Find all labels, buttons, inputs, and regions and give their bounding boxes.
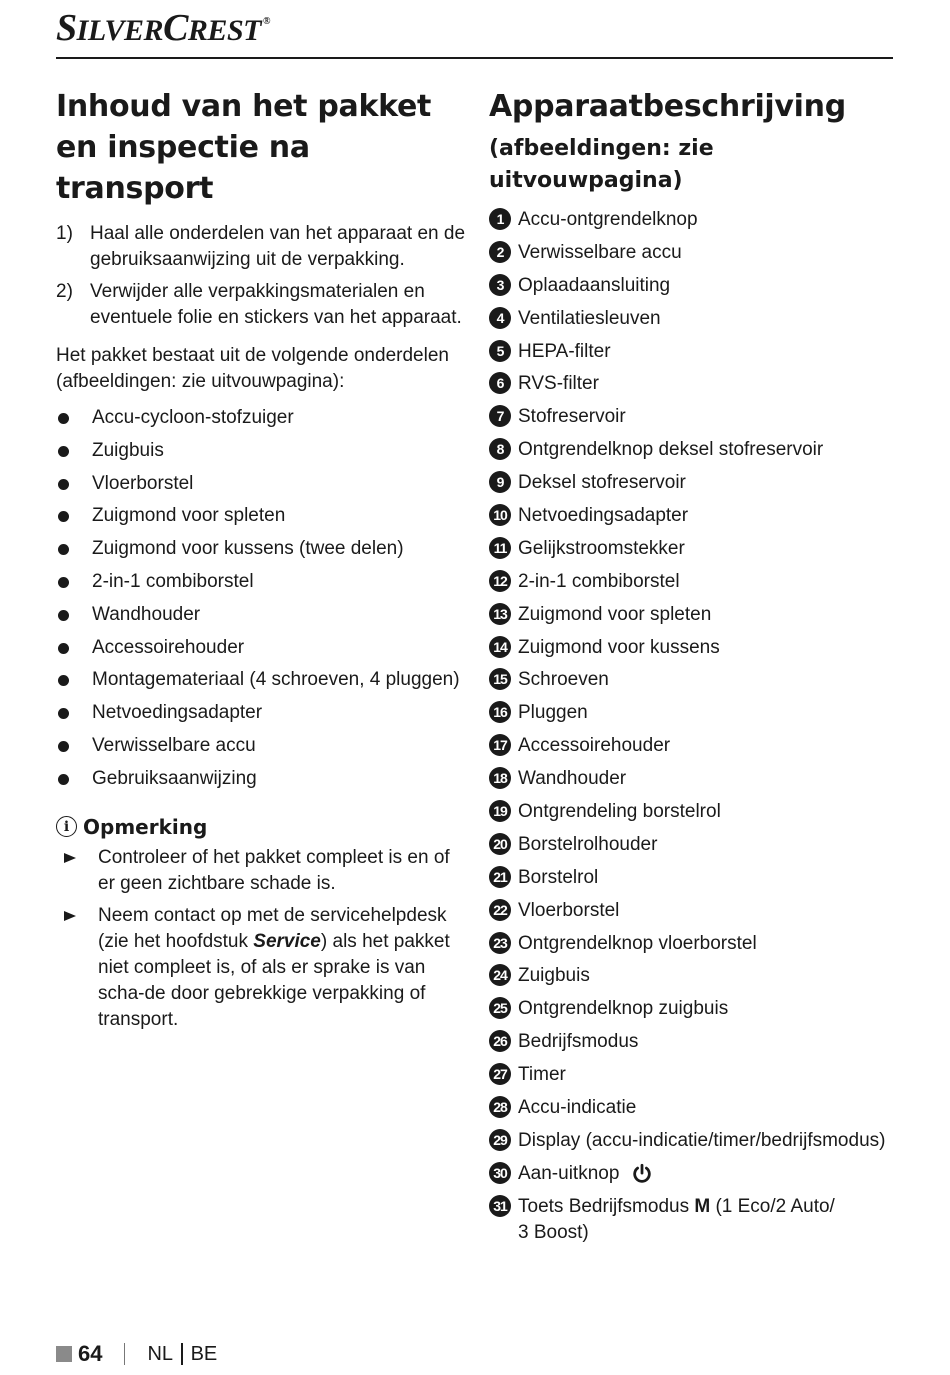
- part-item: 20 Borstelrolhouder: [489, 832, 899, 865]
- number-badge: 30: [489, 1162, 511, 1184]
- number-badge: 1: [489, 208, 511, 230]
- arrow-icon: [64, 853, 76, 863]
- part-item: 28 Accu-indicatie: [489, 1095, 899, 1128]
- note-list: [56, 845, 466, 1033]
- contents-item: Zuigmond voor kussens (twee delen): [56, 536, 466, 569]
- number-badge: 6: [489, 372, 511, 394]
- part-item: 11 Gelijkstroomstekker: [489, 536, 899, 569]
- part-item: 9 Deksel stofreservoir: [489, 470, 899, 503]
- part-item: 18 Wandhouder: [489, 766, 899, 799]
- contents-item: Vloerborstel: [56, 471, 466, 504]
- number-badge: 28: [489, 1096, 511, 1118]
- power-icon: [631, 1163, 653, 1185]
- info-icon: i: [56, 816, 77, 837]
- number-badge: 9: [489, 471, 511, 493]
- contents-title: Inhoud van het pakket en inspectie na transport: [56, 89, 432, 206]
- bullet-icon: [58, 577, 69, 588]
- part-item: 5 HEPA-filter: [489, 339, 899, 372]
- part-item-31: 31 Toets Bedrijfsmodus M (1 Eco/2 Auto/ 3 Boost): [489, 1194, 899, 1246]
- part-item: 15 Schroeven: [489, 667, 899, 700]
- contents-intro: Het pakket bestaat uit de volgende onderdelen (afbeeldingen: zie uitvouwpagina):: [56, 345, 449, 392]
- part-item: 27 Timer: [489, 1062, 899, 1095]
- number-badge: 22: [489, 899, 511, 921]
- number-badge: 18: [489, 767, 511, 789]
- number-badge: 2: [489, 241, 511, 263]
- contents-item: Zuigmond voor spleten: [56, 503, 466, 536]
- contents-list: [56, 405, 466, 799]
- left-column: [56, 86, 466, 1039]
- page-footer: [56, 1341, 217, 1367]
- footer-divider: [124, 1343, 125, 1365]
- part-item: 4 Ventilatiesleuven: [489, 306, 899, 339]
- part-item: 23 Ontgrendelknop vloerborstel: [489, 931, 899, 964]
- bullet-icon: [58, 544, 69, 555]
- number-badge: 27: [489, 1063, 511, 1085]
- bullet-icon: [58, 446, 69, 457]
- part-item: 14 Zuigmond voor kussens: [489, 635, 899, 668]
- language-divider: [181, 1343, 183, 1365]
- number-badge: 3: [489, 274, 511, 296]
- contents-item: Accu-cycloon-stofzuiger: [56, 405, 466, 438]
- number-badge: 4: [489, 307, 511, 329]
- number-badge: 19: [489, 800, 511, 822]
- bullet-icon: [58, 643, 69, 654]
- number-badge: 10: [489, 504, 511, 526]
- page-marker: [56, 1346, 72, 1362]
- parts-list: [489, 207, 899, 1246]
- number-badge: 31: [489, 1195, 511, 1217]
- list-item: Controleer of het pakket compleet is en of er geen zichtbare schade is.: [56, 845, 466, 897]
- bullet-icon: [58, 413, 69, 424]
- part-item: 16 Pluggen: [489, 700, 899, 733]
- list-item: 1) Haal alle onderdelen van het apparaat en de gebruiksaanwijzing uit de verpakking.: [56, 223, 466, 270]
- number-badge: 17: [489, 734, 511, 756]
- contents-item: Gebruiksaanwijzing: [56, 766, 466, 799]
- header-rule: [56, 57, 893, 59]
- contents-item: Zuigbuis: [56, 438, 466, 471]
- page-number: 64: [78, 1341, 103, 1366]
- part-item: 24 Zuigbuis: [489, 963, 899, 996]
- part-item: 3 Oplaadaansluiting: [489, 273, 899, 306]
- number-badge: 25: [489, 997, 511, 1019]
- right-column: [489, 86, 899, 1246]
- language-nl: NL: [147, 1342, 174, 1365]
- part-item: 1 Accu-ontgrendelknop: [489, 207, 899, 240]
- note-heading: i Opmerking: [56, 815, 466, 839]
- number-badge: 14: [489, 636, 511, 658]
- part-item: 6 RVS-filter: [489, 371, 899, 404]
- language-be: BE: [190, 1342, 218, 1365]
- number-badge: 21: [489, 866, 511, 888]
- bullet-icon: [58, 511, 69, 522]
- part-item: 25 Ontgrendelknop zuigbuis: [489, 996, 899, 1029]
- part-item: 7 Stofreservoir: [489, 404, 899, 437]
- number-badge: 5: [489, 340, 511, 362]
- number-badge: 12: [489, 570, 511, 592]
- bullet-icon: [58, 610, 69, 621]
- list-item: 2) Verwijder alle verpakkingsmaterialen en eventuele folie en stickers van het apparaat.: [56, 281, 462, 328]
- list-item: Neem contact op met de servicehelpdesk (zie het hoofdstuk Service) als het pakket niet compleet is, of als er sprake is van scha-de door gebrekkige verpakking of transport.: [56, 903, 466, 1033]
- number-badge: 26: [489, 1030, 511, 1052]
- steps-list: [56, 221, 466, 331]
- part-item: 2 Verwisselbare accu: [489, 240, 899, 273]
- number-badge: 29: [489, 1129, 511, 1151]
- number-badge: 23: [489, 932, 511, 954]
- part-item: 19 Ontgrendeling borstelrol: [489, 799, 899, 832]
- number-badge: 16: [489, 701, 511, 723]
- number-badge: 24: [489, 964, 511, 986]
- number-badge: 8: [489, 438, 511, 460]
- bullet-icon: [58, 479, 69, 490]
- number-badge: 11: [489, 537, 511, 559]
- part-item: 8 Ontgrendelknop deksel stofreservoir: [489, 437, 899, 470]
- contents-item: Accessoirehouder: [56, 635, 466, 668]
- bullet-icon: [58, 774, 69, 785]
- arrow-icon: [64, 911, 76, 921]
- part-item: 12 2-in-1 combiborstel: [489, 569, 899, 602]
- part-item: 17 Accessoirehouder: [489, 733, 899, 766]
- contents-item: Verwisselbare accu: [56, 733, 466, 766]
- brand-logo: SILVERCREST ®: [56, 7, 270, 49]
- part-item: 29 Display (accu-indicatie/timer/bedrijfsmodus): [489, 1128, 899, 1161]
- part-item: 10 Netvoedingsadapter: [489, 503, 899, 536]
- description-subtitle: (afbeeldingen: zie uitvouwpagina): [489, 136, 714, 193]
- number-badge: 15: [489, 668, 511, 690]
- bullet-icon: [58, 675, 69, 686]
- contents-item: Wandhouder: [56, 602, 466, 635]
- part-item: 26 Bedrijfsmodus: [489, 1029, 899, 1062]
- contents-item: Montagemateriaal (4 schroeven, 4 pluggen): [56, 667, 466, 700]
- part-item: 22 Vloerborstel: [489, 898, 899, 931]
- number-badge: 13: [489, 603, 511, 625]
- bullet-icon: [58, 741, 69, 752]
- number-badge: 7: [489, 405, 511, 427]
- number-badge: 20: [489, 833, 511, 855]
- bullet-icon: [58, 708, 69, 719]
- contents-item: Netvoedingsadapter: [56, 700, 466, 733]
- part-item: 13 Zuigmond voor spleten: [489, 602, 899, 635]
- description-title: Apparaatbeschrijving: [489, 89, 846, 124]
- part-item: 21 Borstelrol: [489, 865, 899, 898]
- contents-item: 2-in-1 combiborstel: [56, 569, 466, 602]
- part-item-30: 30 Aan-uitknop: [489, 1161, 899, 1194]
